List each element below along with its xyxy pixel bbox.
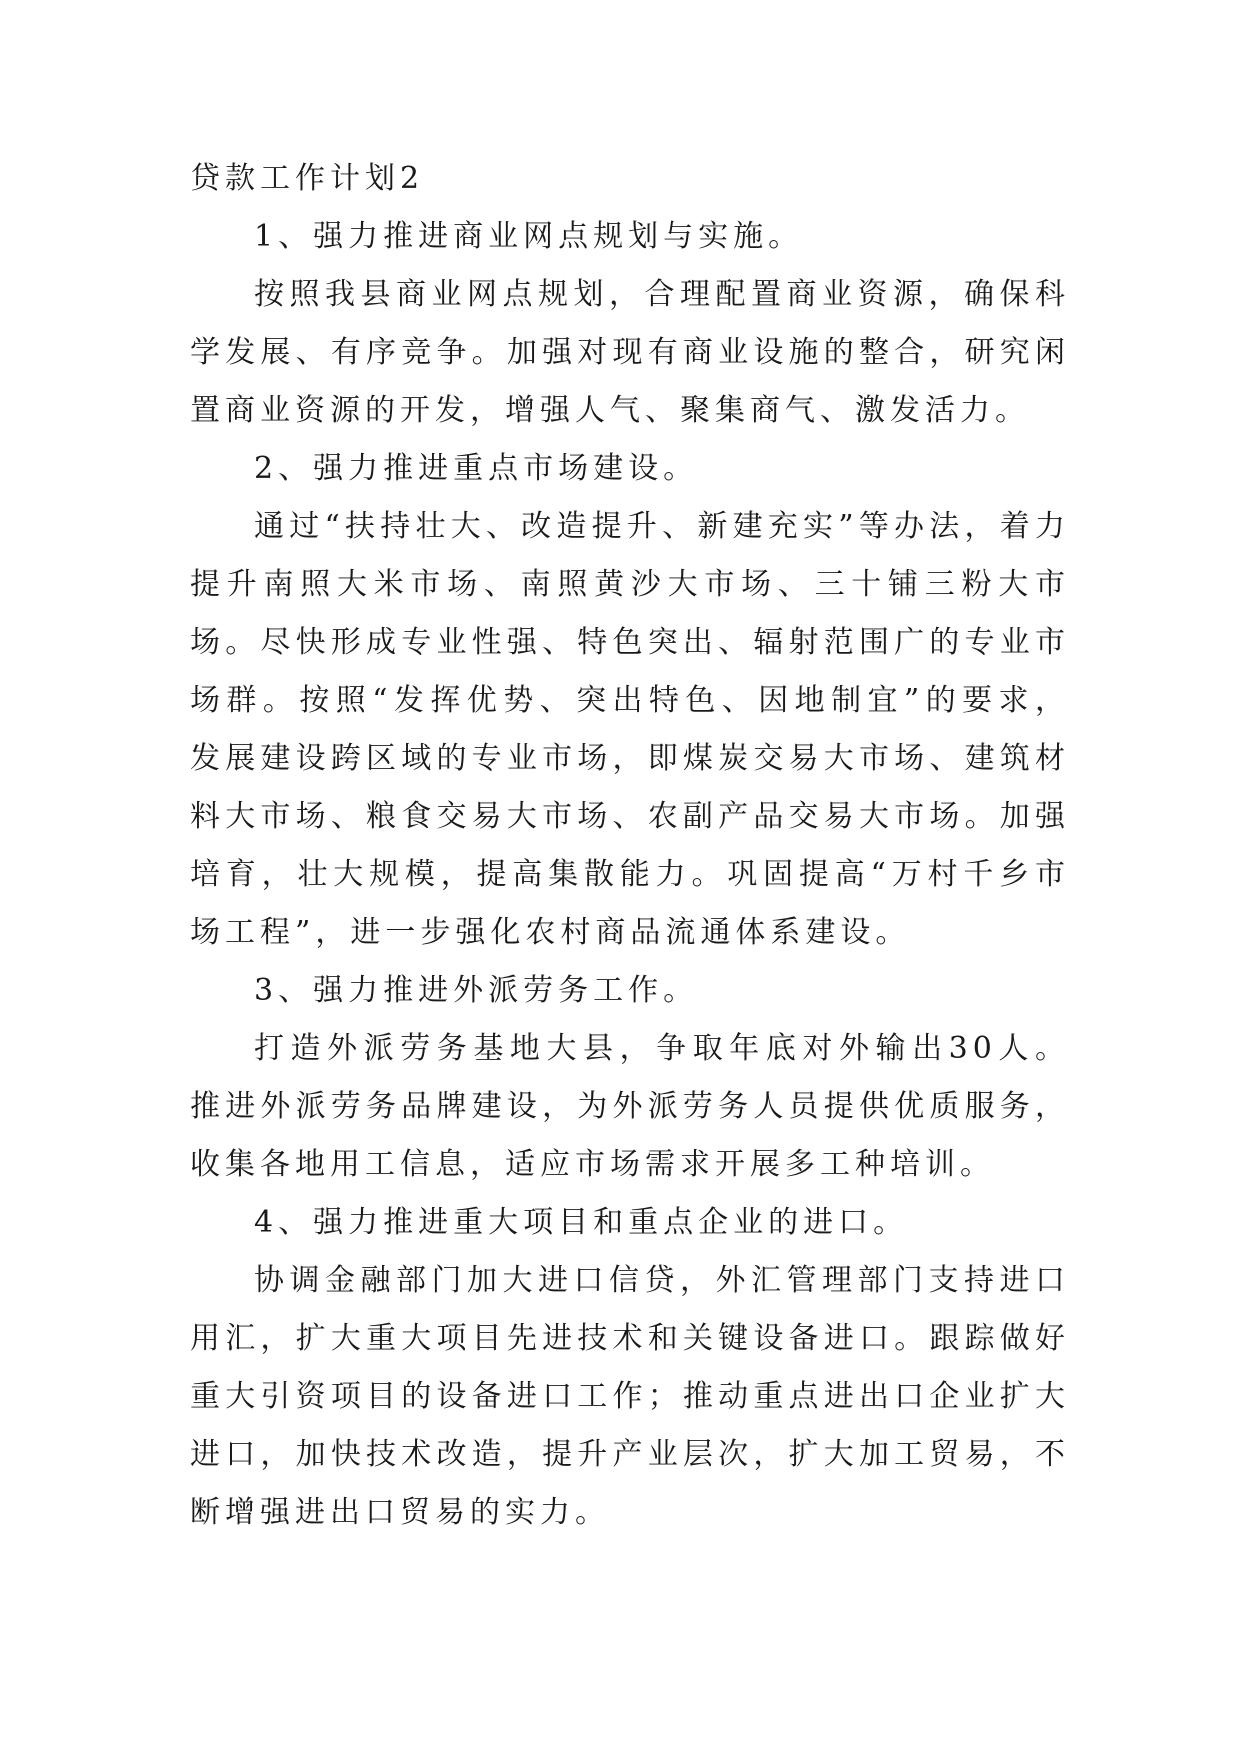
section-1-heading: 1、强力推进商业网点规划与实施。 [254,219,804,254]
section-3-paragraph: 打造外派劳务基地大县，争取年底对外输出30人。推进外派劳务品牌建设，为外派劳务人员提供优质服务，收集各地用工信息，适应市场需求开展多工种培训。 [190,1031,1070,1182]
document-title: 贷款工作计划2 [190,161,425,196]
section-4-heading: 4、强力推进重大项目和重点企业的进口。 [254,1205,909,1240]
section-2-paragraph: 通过“扶持壮大、改造提升、新建充实”等办法，着力提升南照大米市场、南照黄沙大市场、三十铺三粉大市场。尽快形成专业性强、特色突出、辐射范围广的专业市场群。按照“发挥优势、突出特色、因地制宜”的要求，发展建设跨区域的专业市场，即煤炭交易大市场、建筑材料大市场、粮食交易大市场、农副产品交易大市场。加强培育，壮大规模，提高集散能力。巩固提高“万村千乡市场工程”，进一步强化农村商品流通体系建设。 [190,509,1070,950]
section-3-heading: 3、强力推进外派劳务工作。 [254,973,699,1008]
section-2-heading: 2、强力推进重点市场建设。 [254,451,699,486]
section-1-paragraph: 按照我县商业网点规划，合理配置商业资源，确保科学发展、有序竞争。加强对现有商业设施的整合，研究闲置商业资源的开发，增强人气、聚集商气、激发活力。 [190,277,1070,428]
document-page [190,150,1070,1542]
section-4-paragraph: 协调金融部门加大进口信贷，外汇管理部门支持进口用汇，扩大重大项目先进技术和关键设备进口。跟踪做好重大引资项目的设备进口工作；推动重点进出口企业扩大进口，加快技术改造，提升产业层次，扩大加工贸易，不断增强进出口贸易的实力。 [190,1263,1070,1530]
